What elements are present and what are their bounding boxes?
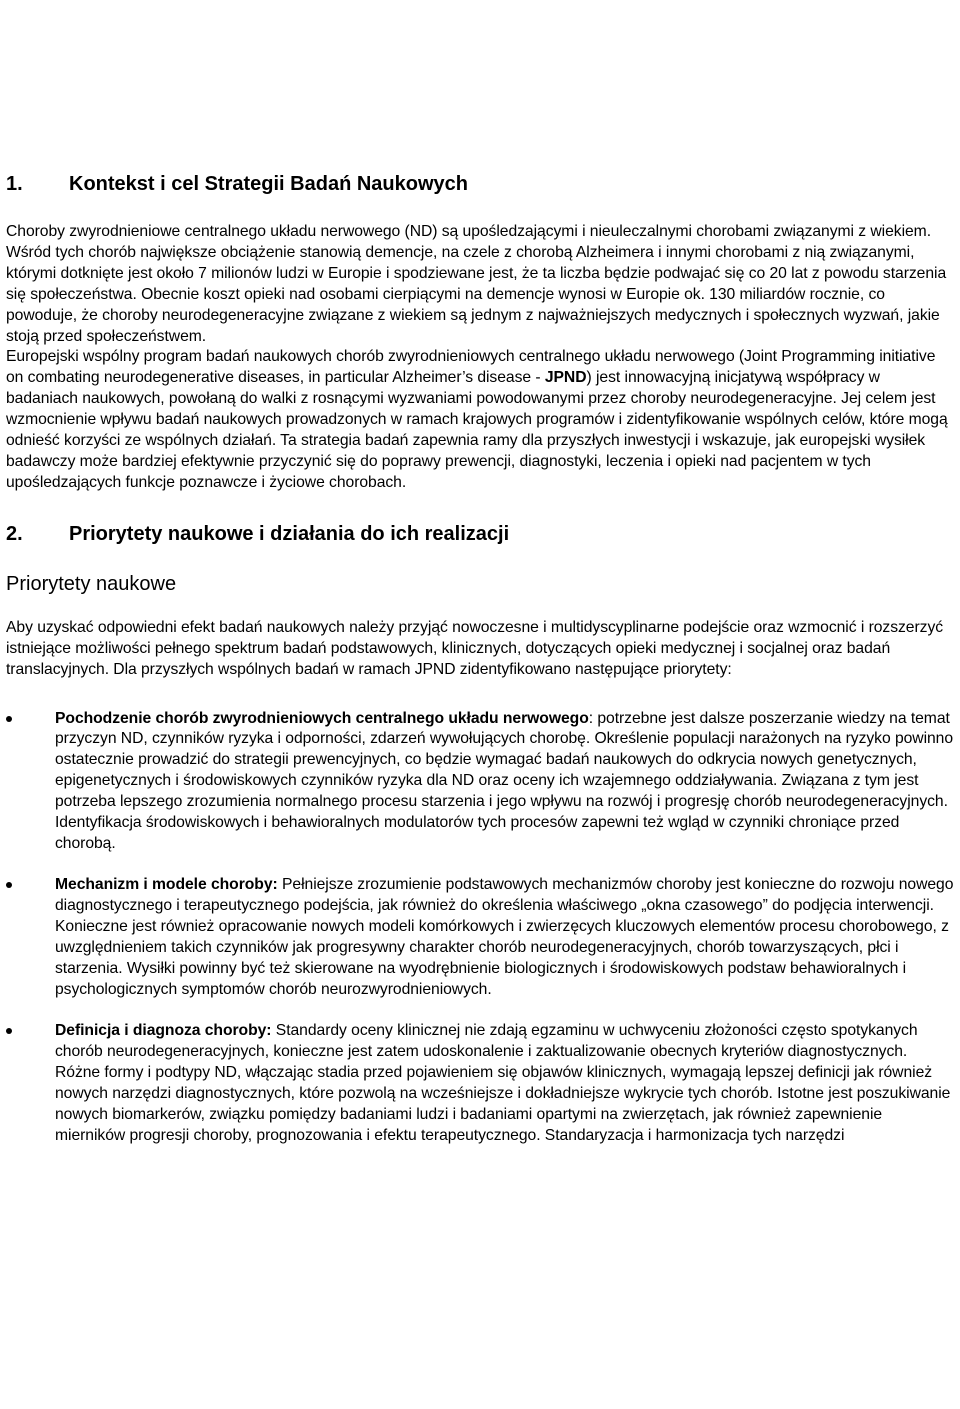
document-content bbox=[6, 170, 954, 1167]
jpnd-paragraph-start: Europejski wspólny program badań naukowych chorób zwyrodnieniowych centralnego układu nerwowego (Joint Programming initiative on combating neurodegenerative diseases, in particular Alzheimer’s disease - bbox=[6, 348, 936, 387]
section-2-heading bbox=[6, 520, 954, 548]
priority-item-diagnosis bbox=[6, 1021, 954, 1146]
priority-item-lead: Pochodzenie chorób zwyrodnieniowych centralnego układu nerwowego bbox=[55, 709, 589, 727]
priority-item-mechanism bbox=[6, 875, 954, 1000]
priority-item-text: : potrzebne jest dalsze poszerzanie wiedzy na temat przyczyn ND, czynników ryzyka i odporności, zdarzeń wywołujących chorobę. Określenie populacji narażonych na ryzyko powinno ostatecznie prowadzić do strategii prewencyjnych, co będzie wymagać badań naukowych do odkrycia nowych genetycznych, epigenetycznych i środowiskowych czynników ryzyka dla ND oraz oceny ich wzajemnego oddziaływania. Związana z tym jest potrzeba lepszego zrozumienia normalnego procesu starzenia i jego wpływu na rozwój i progresję chorób neurodegeneracyjnych. Identyfikacja środowiskowych i behawioralnych modulatorów tych procesów zapewni też wgląd w czynniki chroniące przed chorobą. bbox=[55, 709, 954, 852]
jpnd-paragraph-end: ) jest innowacyjną inicjatywą współpracy w badaniach naukowych, powołaną do walki z rosnącymi wyzwaniami powodowanymi przez choroby neurodegeneracyjne. Jej celem jest wzmocnienie wpływu badań naukowych prowadzonych w ramach krajowych programów i zidentyfikowanie wspólnych celów, które mogą odnieść korzyści ze wspólnych działań. Ta strategia badań zapewnia ramy dla przyszłych inwestycji i wskazuje, jak europejski wysiłek badawczy może bardziej efektywnie przyczynić się do poprawy prewencji, diagnostyki, leczenia i opieki nad pacjentem w tych upośledzających funkcje poznawcze i życiowe chorobach. bbox=[6, 369, 948, 491]
priorities-subheading: Priorytety naukowe bbox=[6, 572, 177, 595]
section-1-heading bbox=[6, 170, 954, 198]
priority-item-text: Pełniejsze zrozumienie podstawowych mechanizmów choroby jest konieczne do rozwoju nowego diagnostycznego i terapeutycznego podejścia, jak również do określenia właściwego „okna czasowego” do podjęcia interwencji. Konieczne jest również opracowanie nowych modeli komórkowych i zwierzęcych kluczowych elementów procesu chorobowego, z uwzględnieniem takich czynników jak progresywny charakter chorób neurodegeneracyjnych, chorób towarzyszących, płci i starzenia. Wysiłki powinny być też skierowane na wyodrębnienie biologicznych i środowiskowych podstaw behawioralnych i psychologicznych symptomów chorób neurozwyrodnieniowych. bbox=[55, 876, 954, 998]
bullet-dot-icon bbox=[6, 716, 12, 722]
section-1-number: 1. bbox=[6, 173, 23, 195]
jpnd-paragraph bbox=[6, 347, 954, 493]
section-2-number: 2. bbox=[6, 522, 23, 545]
priority-item-lead: Mechanizm i modele choroby: bbox=[55, 876, 278, 894]
priority-item-origin bbox=[6, 709, 954, 855]
bullet-dot-icon bbox=[6, 1028, 12, 1034]
priority-item-lead: Definicja i diagnoza choroby: bbox=[55, 1022, 272, 1040]
section-2-title: Priorytety naukowe i działania do ich realizacji bbox=[69, 522, 510, 545]
priority-item-text: Standardy oceny klinicznej nie zdają egzaminu w uchwyceniu złożoności często spotykanych chorób neurodegeneracyjnych, konieczne jest zatem udoskonalenie i zaktualizowanie obecnych kryteriów diagnostycznych. Różne formy i podtypy ND, włączając stadia przed pojawieniem się objawów klinicznych, wymagają lepszej definicji jak również nowych narzędzi diagnostycznych, które pozwolą na wcześniejsze i dokładniejsze wykrycie tych chorób. Istotne jest poszukiwanie nowych biomarkerów, związku pomiędzy badaniami ludzi i badaniami opartymi na zwierzętach, jak również zapewnienie mierników progresji choroby, prognozowania i efektu terapeutycznego. Standaryzacja i harmonizacja tych narzędzi bbox=[55, 1022, 951, 1144]
bullet-dot-icon bbox=[6, 882, 12, 888]
jpnd-acronym: JPND bbox=[544, 369, 587, 387]
priorities-intro: Aby uzyskać odpowiedni efekt badań naukowych należy przyjąć nowoczesne i multidyscyplinarne podejście oraz wzmocnić i rozszerzyć istniejące możliwości pełnego spektrum badań podstawowych, klinicznych, dotyczących opieki medycznej i socjalnej oraz badań translacyjnych. Dla przyszłych wspólnych badań w ramach JPND zidentyfikowano następujące priorytety: bbox=[6, 618, 944, 678]
section-1-title: Kontekst i cel Strategii Badań Naukowych bbox=[69, 173, 468, 195]
priorities-list bbox=[6, 709, 954, 1147]
section-1-paragraph: Choroby zwyrodnieniowe centralnego układu nerwowego (ND) są upośledzającymi i nieuleczalnymi chorobami związanymi z wiekiem. Wśród tych chorób największe obciążenie stanowią demencje, na czele z chorobą Alzheimera i innymi chorobami z nią związanymi, którymi dotknięte jest około 7 milionów ludzi w Europie i spodziewane jest, że ta liczba będzie podwajać się co 20 lat z powodu starzenia się społeczeństwa. Obecnie koszt opieki nad osobami cierpiącymi na demencje wynosi w Europie ok. 130 miliardów rocznie, co powoduje, że choroby neurodegeneracyjne związane z wiekiem są jednym z najważniejszych medycznych i społecznych wyzwań, jakie stoją przed społeczeństwem. bbox=[6, 223, 947, 345]
